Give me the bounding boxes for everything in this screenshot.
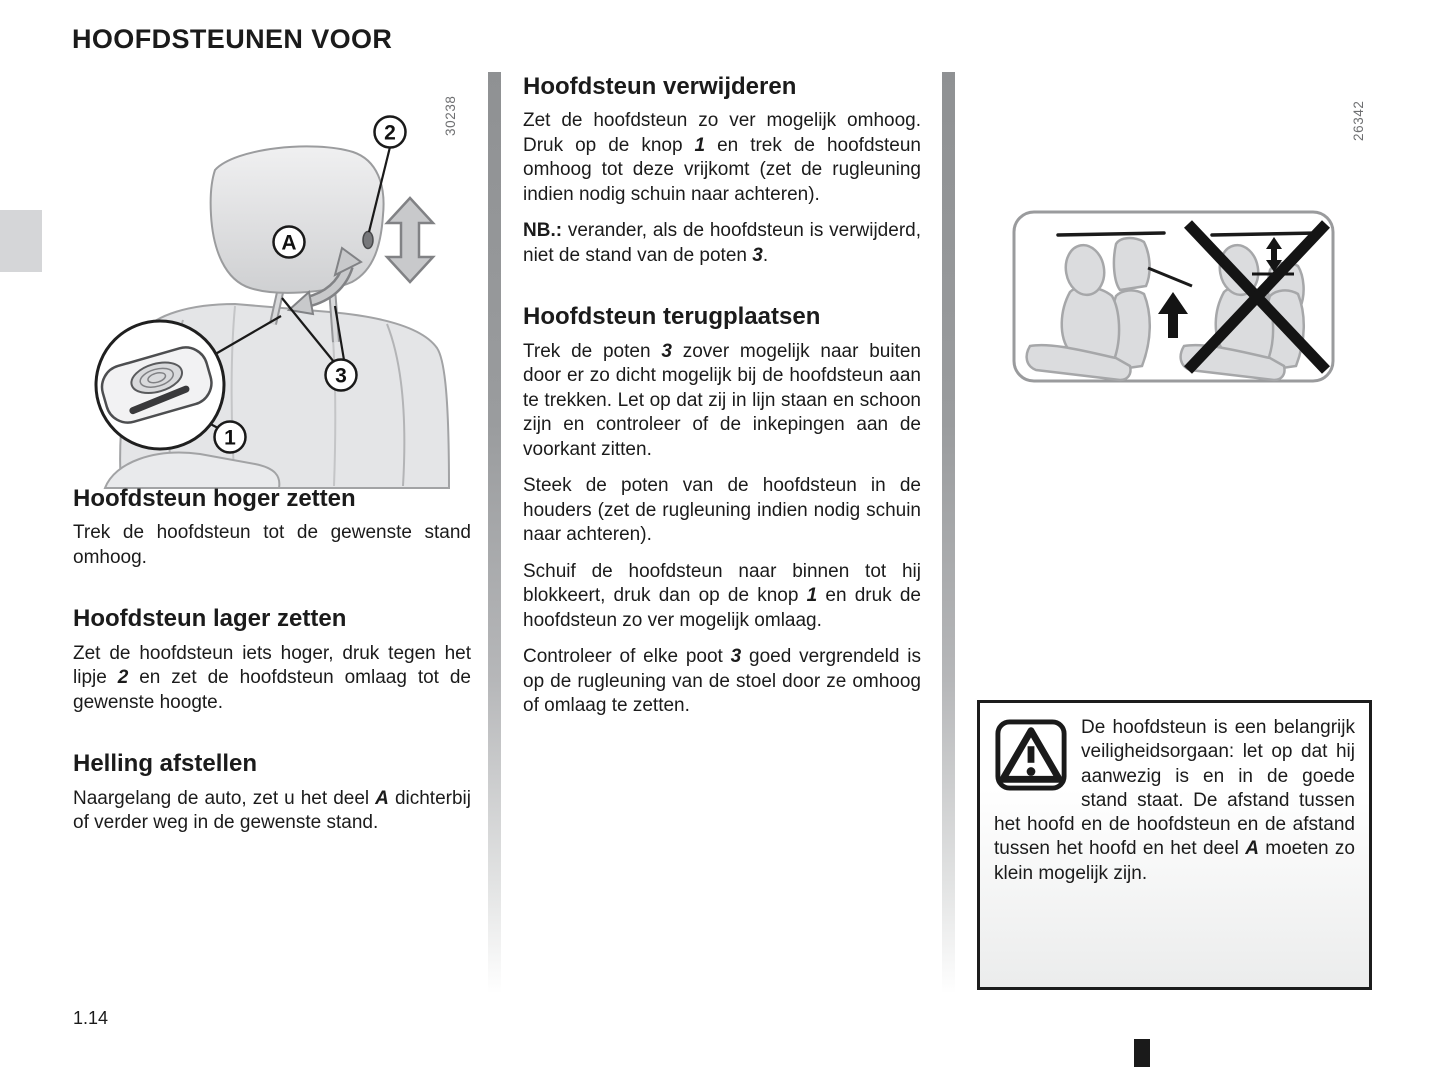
page-title: HOOFDSTEUNEN VOOR <box>72 24 393 54</box>
section-heading: Helling afstellen <box>73 750 258 778</box>
middle-column <box>523 74 921 731</box>
section-paragraph: Controleer of elke poot 3 goed vergrendeld is op de rugleuning van de stoel door ze omhoog of omlaag te zetten. <box>523 646 921 717</box>
chapter-tab <box>0 210 42 272</box>
section-paragraph: NB.: verander, als de hoofdsteun is verwijderd, niet de stand van de poten 3. <box>523 220 921 266</box>
figure-code-seat: 30238 <box>443 95 458 136</box>
section-paragraph: Trek de poten 3 zover mogelijk naar buiten door er zo dicht mogelijk bij de hoofdsteun aan te trekken. Let op dat zij in lijn staan en schoon zijn en controleer of de inkepingen aan de voorkant zitten. <box>523 340 921 460</box>
section-heading: Hoofdsteun terugplaatsen <box>523 303 821 331</box>
section-paragraph: Trek de hoofdsteun tot de gewenste stand omhoog. <box>73 522 471 568</box>
headrest-shape <box>211 146 384 292</box>
section-paragraph: Steek de poten van de hoofdsteun in de houders (zet de rugleuning indien nodig schuin naar achteren). <box>523 475 921 546</box>
svg-text:1: 1 <box>224 426 236 450</box>
magnifier-detail <box>96 321 224 449</box>
svg-text:A: A <box>281 231 297 255</box>
section-heading: Hoofdsteun verwijderen <box>523 73 797 100</box>
section-paragraph: Zet de hoofdsteun iets hoger, druk tegen het lipje 2 en zet de hoofdsteun omlaag tot de gewenste hoogte. <box>73 642 472 713</box>
column-separator-left <box>488 72 501 994</box>
headrest-position-figure <box>1012 210 1335 383</box>
section-paragraph: Zet de hoofdsteun zo ver mogelijk omhoog. Druk op de knop 1 en trek de hoofdsteun omhoog tot deze vrijkomt (zet de rugleuning indien nodig schuin naar achteren). <box>523 110 921 205</box>
print-registration-mark <box>1134 1039 1150 1067</box>
warning-text: De hoofdsteun is een belangrijk veiligheidsorgaan: let op dat hij aanwezig is en in de goede stand staat. De afstand tussen het hoofd en de hoofdsteun en de afstand tussen het hoofd en het deel A moeten zo klein mogelijk zijn. <box>994 717 1355 884</box>
headrest-diagram-illustration <box>85 110 475 490</box>
seat-diagram <box>85 110 475 490</box>
headrest-button <box>363 232 373 249</box>
callout-3 <box>326 360 357 391</box>
warning-triangle-icon <box>994 718 1068 792</box>
section-paragraph: Schuif de hoofdsteun naar binnen tot hij blokkeert, druk dan op de knop 1 en druk de hoofdsteun zo ver mogelijk omlaag. <box>523 560 921 631</box>
section-paragraph: Naargelang de auto, zet u het deel A dichterbij of verder weg in de gewenste stand. <box>73 787 471 834</box>
callout-2 <box>375 117 406 148</box>
svg-text:2: 2 <box>384 121 396 145</box>
up-down-arrow-icon <box>387 198 433 282</box>
section-heading: Hoofdsteun lager zetten <box>73 605 347 633</box>
callout-1 <box>215 422 246 453</box>
headrest-position-illustration <box>1012 210 1335 383</box>
figure-code-position: 26342 <box>1351 100 1366 141</box>
page-number: 1.14 <box>73 1008 109 1028</box>
section-heading: Hoofdsteun hoger zetten <box>73 485 356 512</box>
left-column <box>73 486 471 848</box>
column-separator-right <box>942 72 955 994</box>
warning-box <box>977 700 1372 990</box>
svg-text:3: 3 <box>335 364 347 388</box>
callout-A <box>274 227 305 258</box>
